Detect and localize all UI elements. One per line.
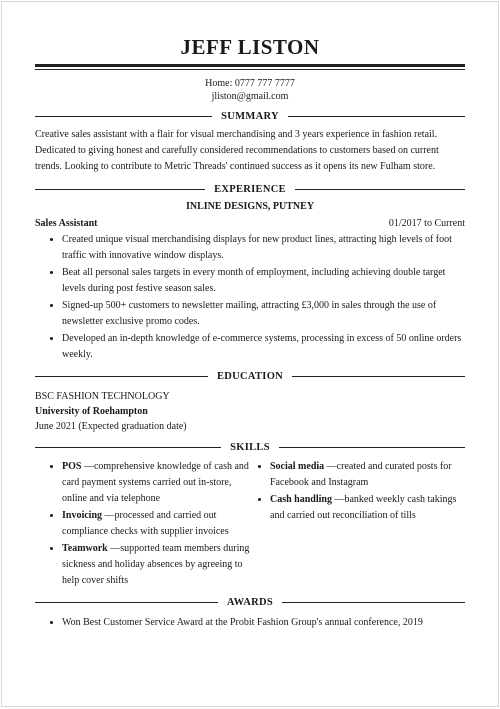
education-date: June 2021 (Expected graduation date) <box>35 421 187 432</box>
heading-rule-right <box>288 116 465 117</box>
heading-rule-right <box>282 602 465 603</box>
skill-title: Cash handling <box>270 494 332 505</box>
skill-title: POS <box>62 461 82 472</box>
list-item: • Created unique visual merchandising displays for new product lines, attracting high levels of foot traffic with innovative window displays. <box>62 231 465 264</box>
heading-rule-left <box>35 116 212 117</box>
skills-heading <box>35 440 465 454</box>
experience-heading <box>35 182 465 196</box>
list-item <box>62 540 250 589</box>
header-divider <box>35 64 465 70</box>
skills-columns <box>35 458 465 589</box>
degree-name: BSC FASHION TECHNOLOGY <box>35 391 170 402</box>
experience-bullets <box>35 231 465 363</box>
company-name: INLINE DESIGNS, PUTNEY <box>185 201 315 212</box>
skill-title: Invoicing <box>62 510 103 521</box>
education-heading-label: EDUCATION <box>216 370 284 382</box>
skill-desc: —created and curated posts for Facebook and Instagram <box>270 461 452 488</box>
skill-desc: —banked weekly cash takings and carried out reconciliation of tills <box>270 494 457 521</box>
contact-block <box>35 77 465 103</box>
skill-desc: —processed and carried out compliance checks with supplier invoices <box>62 510 229 537</box>
list-item: • Developed an in-depth knowledge of e-commerce systems, processing in excess of 50 online orders weekly. <box>62 330 465 363</box>
list-item <box>270 458 465 491</box>
resume-page <box>1 1 499 707</box>
heading-rule-right <box>295 189 465 190</box>
skills-heading-label: SKILLS <box>230 441 270 453</box>
awards-heading-label: AWARDS <box>226 596 274 608</box>
summary-heading <box>35 109 465 123</box>
heading-rule-left <box>35 447 221 448</box>
awards-heading <box>35 595 465 609</box>
job-dates: 01/2017 to Current <box>388 218 465 229</box>
heading-rule-left <box>35 376 208 377</box>
awards-list <box>35 614 465 631</box>
job-row <box>35 217 465 231</box>
email-text: jliston@gmail.com <box>211 91 289 102</box>
experience-heading-label: EXPERIENCE <box>214 183 286 195</box>
heading-rule-left <box>35 602 218 603</box>
heading-rule-right <box>279 447 465 448</box>
list-item: • Won Best Customer Service Award at the Probit Fashion Group's annual conference, 2019 <box>62 614 465 631</box>
summary-text: Creative sales assistant with a flair for visual merchandising and 3 years experience in fashion retail. Dedicated to giving honest and carefully considered recommendations to customers based on current trends. Looking to contribute to Metric Threads' continued success as it opens its new Fulham store. <box>35 129 439 172</box>
skill-desc: —supported team members during sickness and holiday absences by agreeing to help cover shifts <box>62 543 250 586</box>
phone-text: Home: 0777 777 7777 <box>205 78 295 89</box>
list-item <box>270 491 465 524</box>
list-item <box>62 507 250 540</box>
heading-rule-left <box>35 189 205 190</box>
skills-left-list <box>35 458 250 589</box>
skills-right-list <box>250 458 465 589</box>
skill-title: Social media <box>270 461 325 472</box>
heading-rule-right <box>292 376 465 377</box>
job-title: Sales Assistant <box>35 218 98 229</box>
school-name: University of Roehampton <box>35 406 148 417</box>
list-item <box>62 458 250 507</box>
list-item: • Signed-up 500+ customers to newsletter mailing, attracting £3,000 in sales through the use of newsletter exclusive promo codes. <box>62 297 465 330</box>
candidate-name: JEFF LISTON <box>180 35 320 59</box>
education-heading <box>35 369 465 383</box>
list-item: • Beat all personal sales targets in every month of employment, including achieving double target levels during post festive season sales. <box>62 264 465 297</box>
skill-desc: —comprehensive knowledge of cash and card payment systems carried out in-store, online and via telephone <box>62 461 249 504</box>
skill-title: Teamwork <box>62 543 108 554</box>
summary-heading-label: SUMMARY <box>221 110 279 122</box>
